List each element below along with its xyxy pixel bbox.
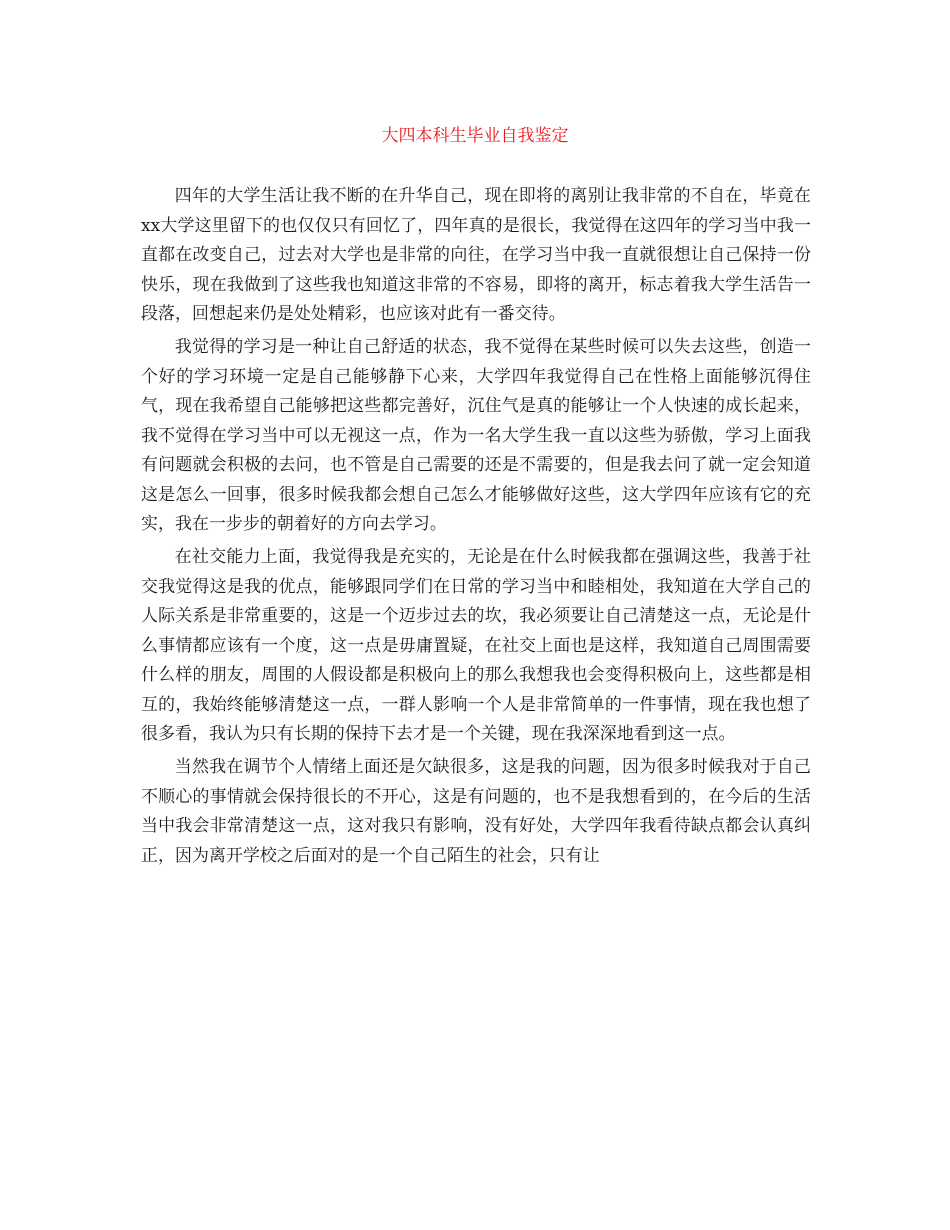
paragraph: 当然我在调节个人情绪上面还是欠缺很多，这是我的问题，因为很多时候我对于自己不顺心的事情就会保持很长的不开心，这是有问题的，也不是我想看到的，在今后的生活当中我会非常清楚这一点，这对我只有影响，没有好处，大学四年我看待缺点都会认真纠正，因为离开学校之后面对的是一个自己陌生的社会，只有让 bbox=[141, 756, 811, 865]
document-title: 大四本科生毕业自我鉴定 bbox=[381, 126, 569, 146]
document-body bbox=[141, 181, 811, 874]
paragraph: 在社交能力上面，我觉得我是充实的，无论是在什么时候我都在强调这些，我善于社交我觉得这是我的优点，能够跟同学们在日常的学习当中和睦相处，我知道在大学自己的人际关系是非常重要的，这是一个迈步过去的坎，我必须要让自己清楚这一点，无论是什么事情都应该有一个度，这一点是毋庸置疑，在社交上面也是这样，我知道自己周围需要什么样的朋友，周围的人假设都是积极向上的那么我想我也会变得积极向上，这些都是相互的，我始终能够清楚这一点，一群人影响一个人是非常简单的一件事情，现在我也想了很多看，我认为只有长期的保持下去才是一个关键，现在我深深地看到这一点。 bbox=[141, 546, 811, 743]
paragraph: 我觉得的学习是一种让自己舒适的状态，我不觉得在某些时候可以失去这些，创造一个好的学习环境一定是自己能够静下心来，大学四年我觉得自己在性格上面能够沉得住气，现在我希望自己能够把这些都完善好，沉住气是真的能够让一个人快速的成长起来，我不觉得在学习当中可以无视这一点，作为一名大学生我一直以这些为骄傲，学习上面我有问题就会积极的去问，也不管是自己需要的还是不需要的，但是我去问了就一定会知道这是怎么一回事，很多时候我都会想自己怎么才能够做好这些，这大学四年应该有它的充实，我在一步步的朝着好的方向去学习。 bbox=[141, 336, 811, 533]
paragraph: 四年的大学生活让我不断的在升华自己，现在即将的离别让我非常的不自在，毕竟在xx大学这里留下的也仅仅只有回忆了，四年真的是很长，我觉得在这四年的学习当中我一直都在改变自己，过去对大学也是非常的向往，在学习当中我一直就很想让自己保持一份快乐，现在我做到了这些我也知道这非常的不容易，即将的离开，标志着我大学生活告一段落，回想起来仍是处处精彩，也应该对此有一番交待。 bbox=[141, 185, 811, 323]
